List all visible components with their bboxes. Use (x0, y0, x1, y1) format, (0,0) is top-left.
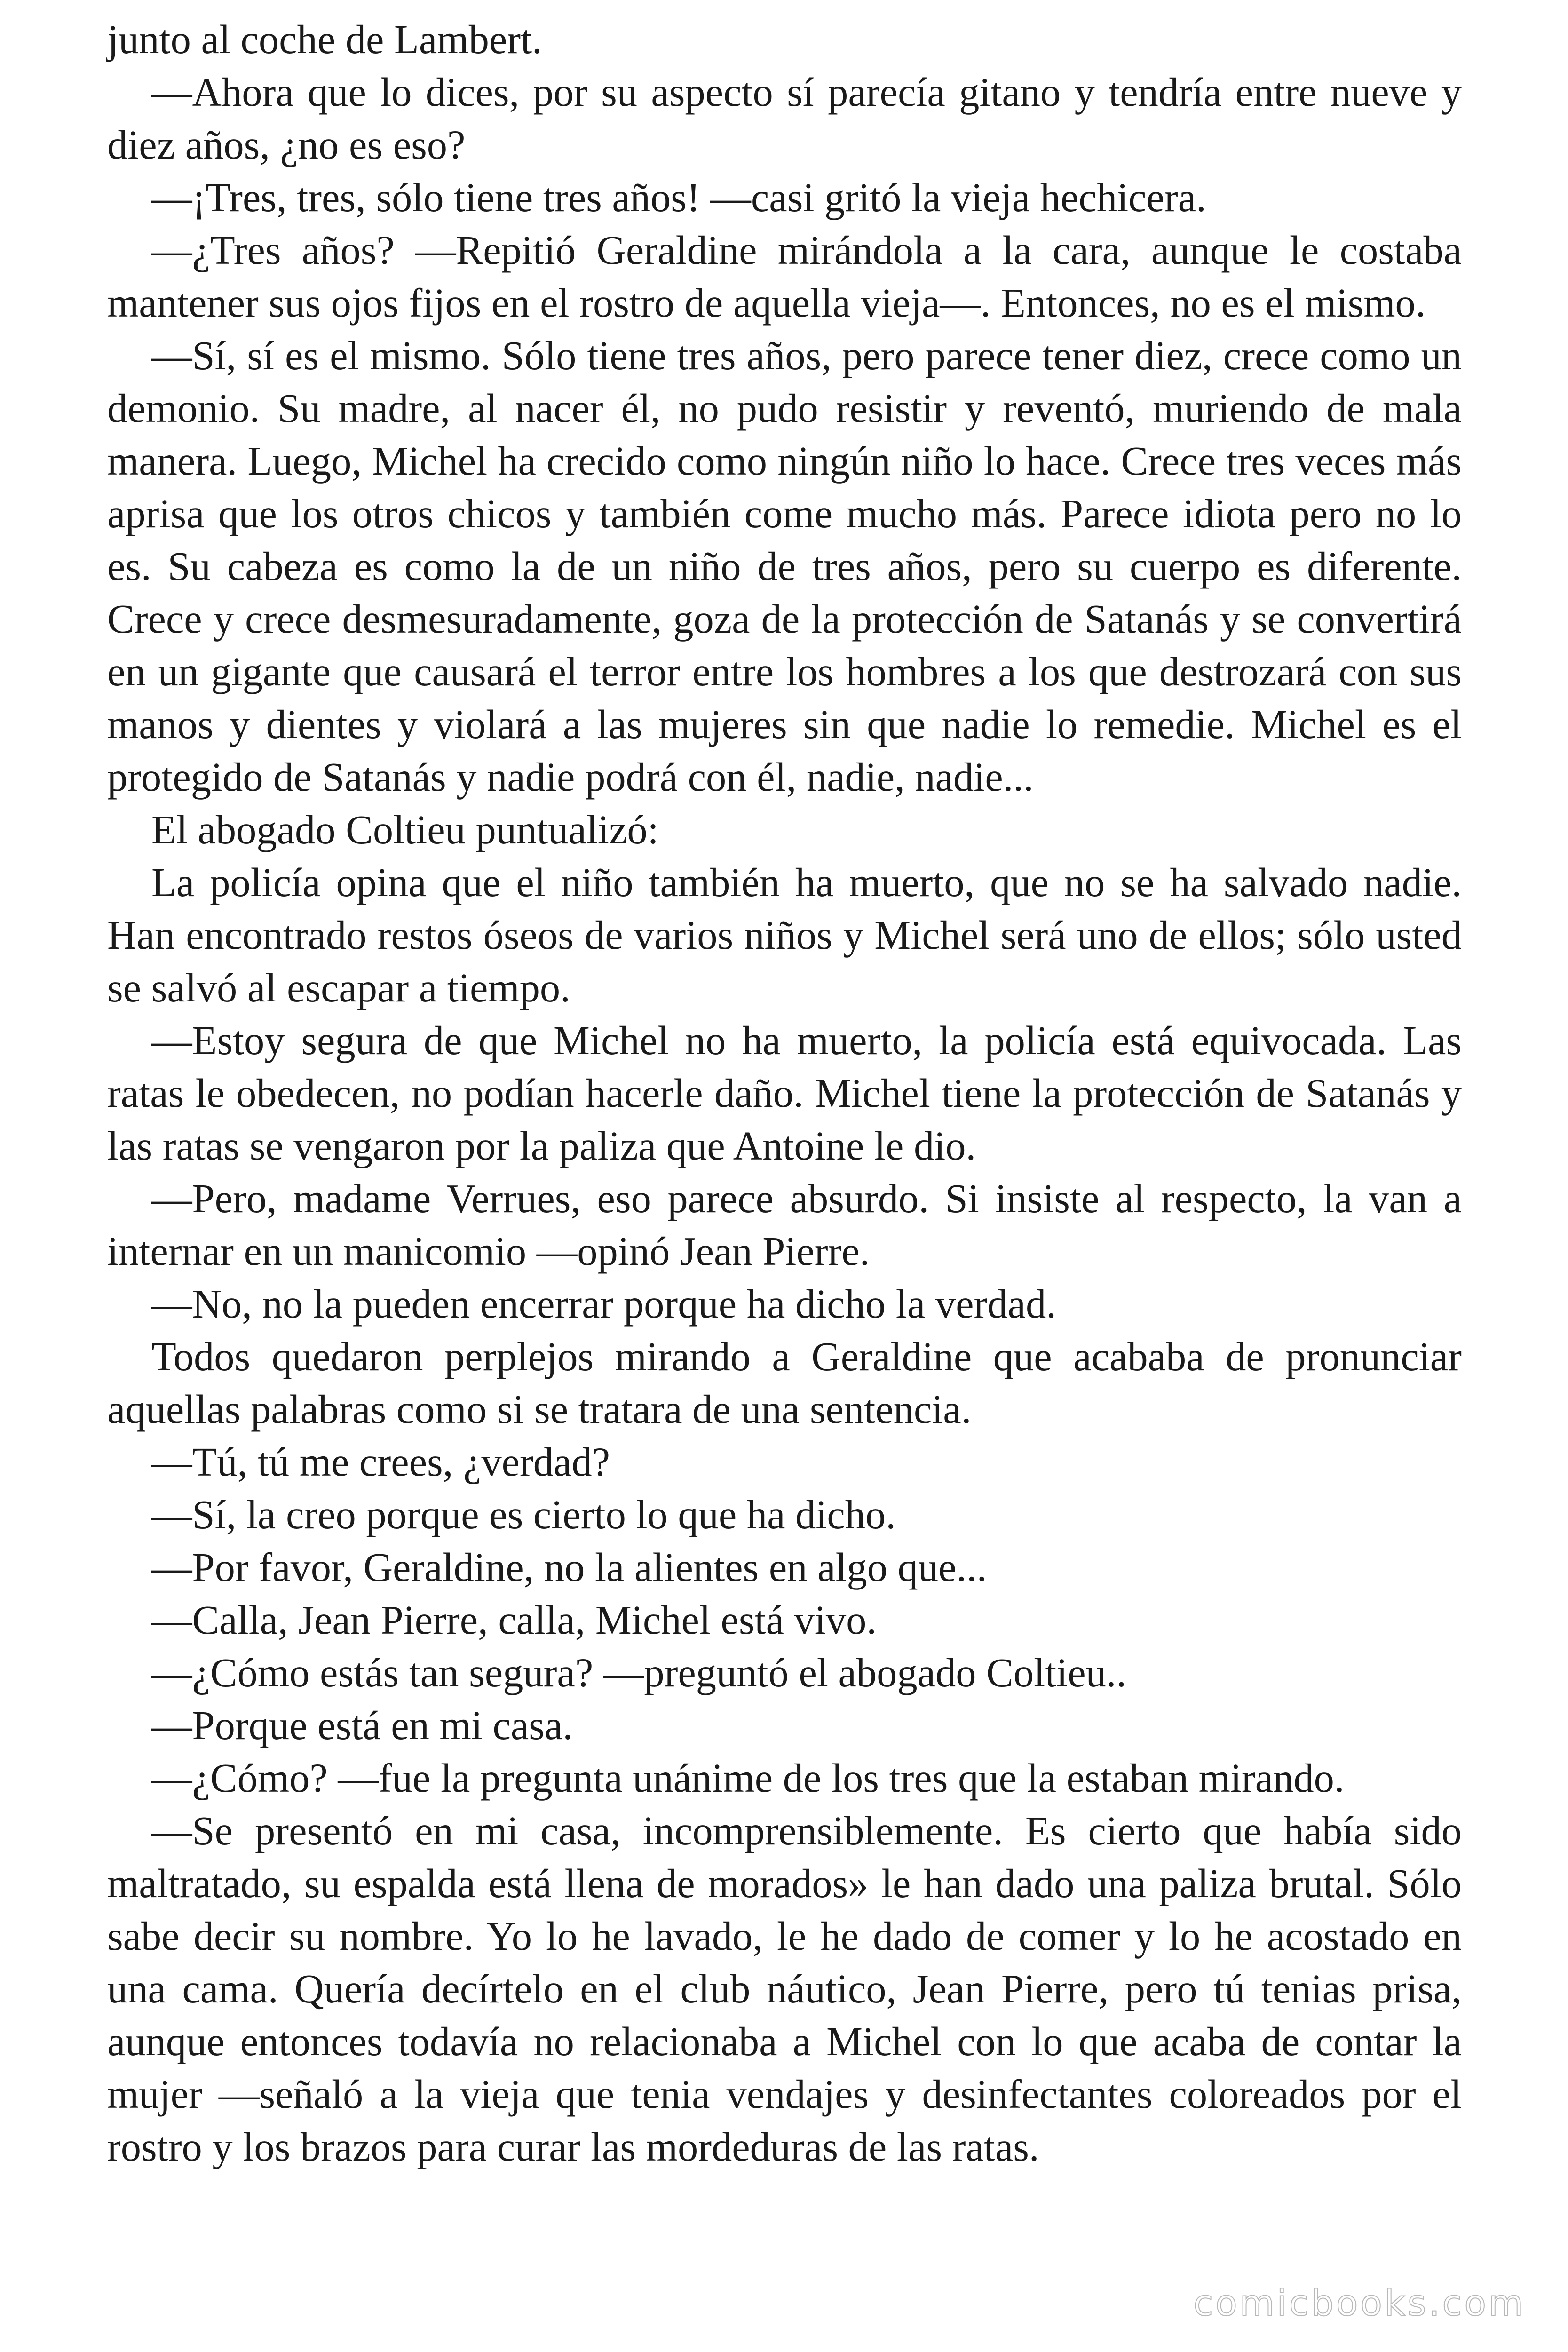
paragraph: El abogado Coltieu puntualizó: (151, 807, 659, 852)
paragraph: Todos quedaron perplejos mirando a Geraldine que acababa de pronunciar aquellas palabras como si se tratara de una sentencia. (107, 1334, 1462, 1432)
paragraph: —¡Tres, tres, sólo tiene tres años! —casi gritó la vieja hechicera. (151, 175, 1206, 220)
paragraph: —¿Cómo? —fue la pregunta unánime de los tres que la estaban mirando. (151, 1756, 1345, 1801)
paragraph: —Ahora que lo dices, por su aspecto sí parecía gitano y tendría entre nueve y diez años, ¿no es eso? (107, 70, 1462, 167)
paragraph: —Sí, la creo porque es cierto lo que ha dicho. (151, 1492, 896, 1537)
paragraph: —Estoy segura de que Michel no ha muerto, la policía está equivocada. Las ratas le obedecen, no podían hacerle daño. Michel tiene la protección de Satanás y las ratas se vengaron por la paliza que Antoine le dio. (107, 1018, 1462, 1168)
paragraph: —Pero, madame Verrues, eso parece absurdo. Si insiste al respecto, la van a internar en un manicomio —opinó Jean Pierre. (107, 1176, 1462, 1274)
paragraph: —Calla, Jean Pierre, calla, Michel está vivo. (151, 1597, 877, 1643)
paragraph: —Se presentó en mi casa, incomprensiblemente. Es cierto que había sido maltratado, su espalda está llena de morados» le han dado una paliza brutal. Sólo sabe decir su nombre. Yo lo he lavado, le he dado de comer y lo he acostado en una cama. Quería decírtelo en el club náutico, Jean Pierre, pero tú tenias prisa, aunque entonces todavía no relacionaba a Michel con lo que acaba de contar la mujer —señaló a la vieja que tenia vendajes y desinfectantes coloreados por el rostro y los brazos para curar las mordeduras de las ratas. (107, 1808, 1462, 2169)
watermark-logo: comicbooks.com (1193, 2282, 1526, 2324)
book-page-text (107, 13, 1462, 2173)
paragraph: —¿Tres años? —Repitió Geraldine mirándola a la cara, aunque le costaba mantener sus ojos fijos en el rostro de aquella vieja—. Entonces, no es el mismo. (107, 228, 1462, 326)
paragraph: —Porque está en mi casa. (151, 1703, 573, 1748)
paragraph: junto al coche de Lambert. (107, 17, 542, 62)
paragraph: —¿Cómo estás tan segura? —preguntó el abogado Coltieu.. (151, 1650, 1127, 1695)
paragraph: La policía opina que el niño también ha muerto, que no se ha salvado nadie. Han encontrado restos óseos de varios niños y Michel será uno de ellos; sólo usted se salvó al escapar a tiempo. (107, 860, 1462, 1010)
paragraph: —Tú, tú me crees, ¿verdad? (151, 1439, 610, 1485)
paragraph: —No, no la pueden encerrar porque ha dicho la verdad. (151, 1281, 1056, 1327)
paragraph: —Por favor, Geraldine, no la alientes en algo que... (151, 1545, 987, 1590)
paragraph: —Sí, sí es el mismo. Sólo tiene tres años, pero parece tener diez, crece como un demonio. Su madre, al nacer él, no pudo resistir y reventó, muriendo de mala manera. Luego, Michel ha crecido como ningún niño lo hace. Crece tres veces más aprisa que los otros chicos y también come mucho más. Parece idiota pero no lo es. Su cabeza es como la de un niño de tres años, pero su cuerpo es diferente. Crece y crece desmesuradamente, goza de la protección de Satanás y se convertirá en un gigante que causará el terror entre los hombres a los que destrozará con sus manos y dientes y violará a las mujeres sin que nadie lo remedie. Michel es el protegido de Satanás y nadie podrá con él, nadie, nadie... (107, 333, 1462, 800)
